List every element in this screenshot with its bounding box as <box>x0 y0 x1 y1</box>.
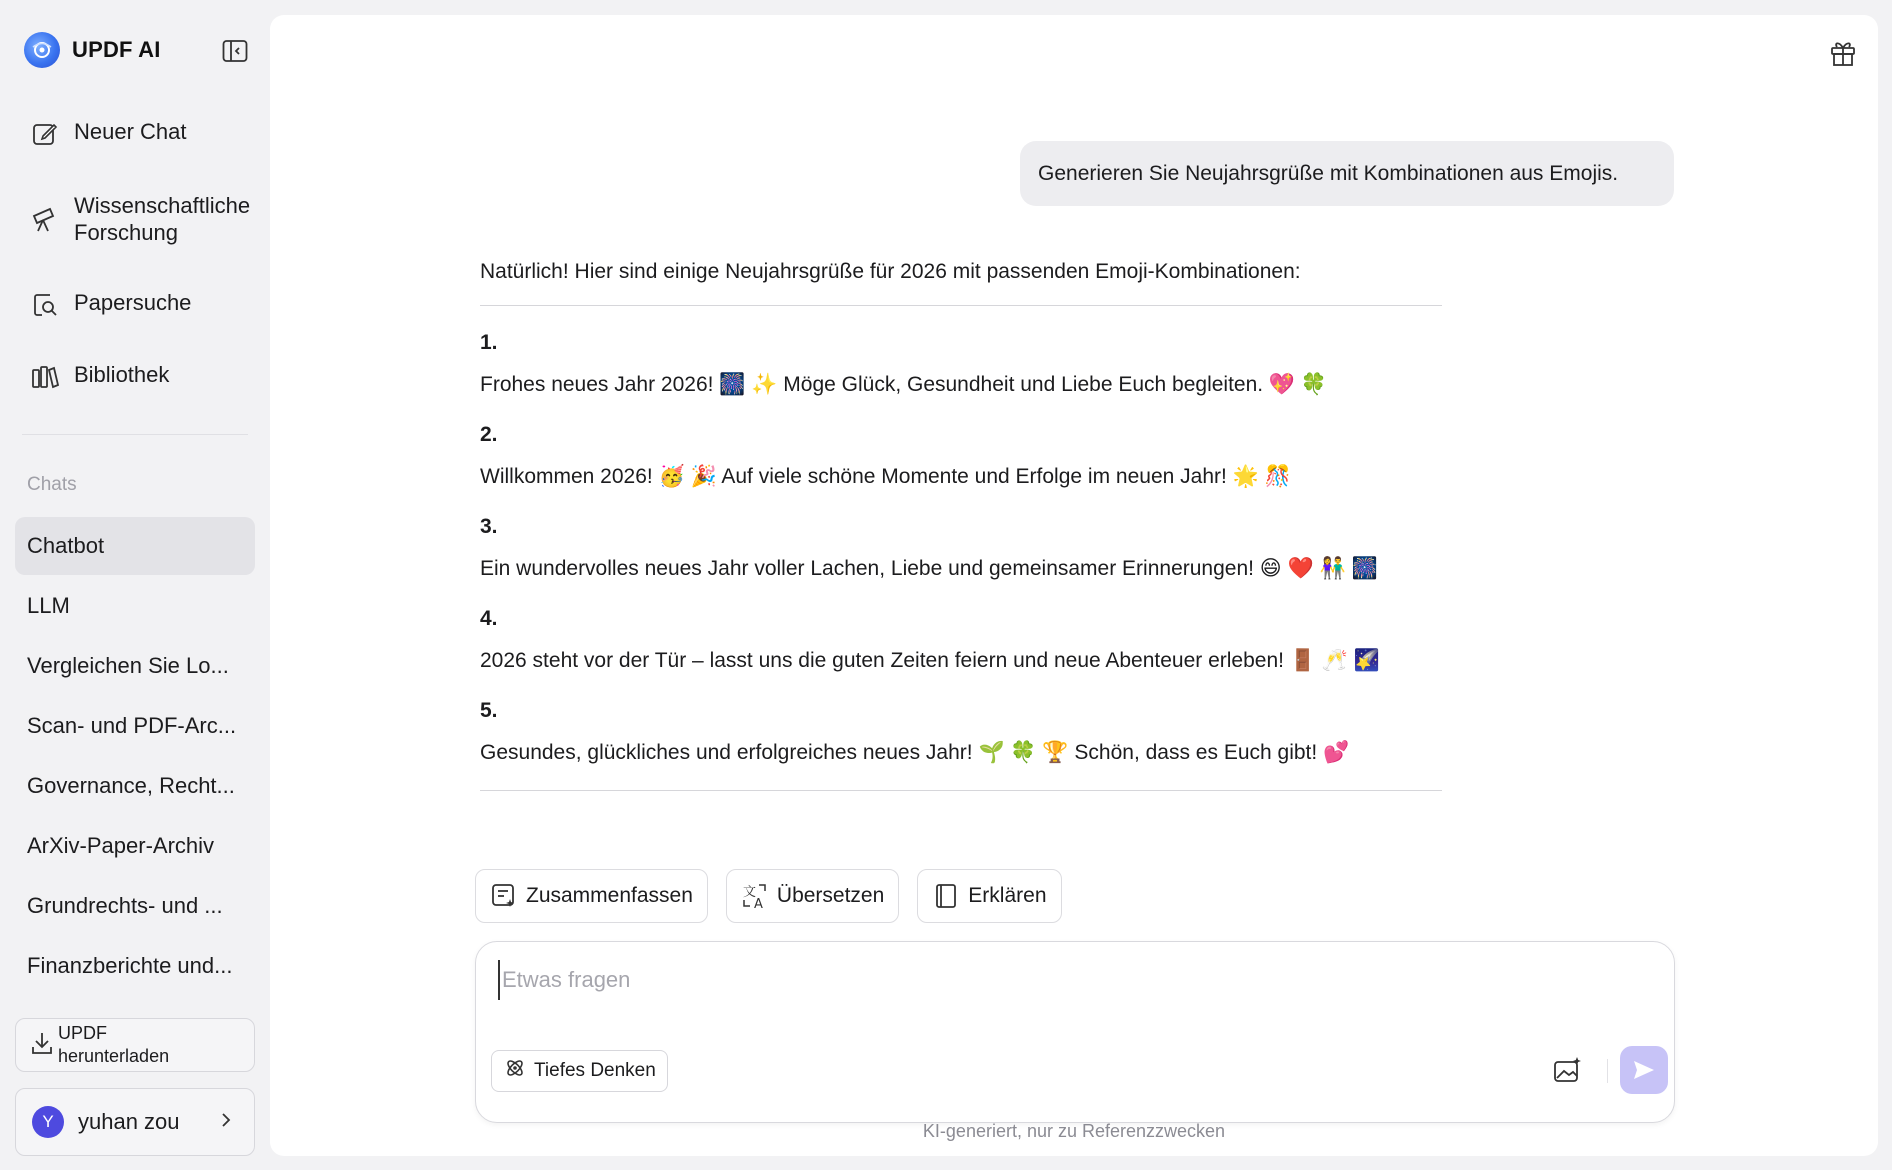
greeting-text: Willkommen 2026! 🥳 🎉 Auf viele schöne Momente und Erfolge im neuen Jahr! 🌟 🎊 <box>480 465 1291 488</box>
updf-logo-icon <box>24 32 60 68</box>
chats-heading: Chats <box>27 474 77 495</box>
greeting-number: 4. <box>480 607 498 630</box>
chevron-right-icon <box>220 1111 232 1134</box>
composer-separator <box>1607 1059 1608 1083</box>
collapse-sidebar-button[interactable] <box>221 38 249 64</box>
list-item <box>480 606 1442 674</box>
download-updf-button[interactable] <box>15 1018 255 1072</box>
chat-item[interactable]: Grundrechts- und ... <box>27 893 223 918</box>
user-account-button[interactable] <box>15 1088 255 1156</box>
edit-icon <box>30 119 60 149</box>
deep-thinking-toggle[interactable] <box>491 1050 668 1092</box>
nav-label: Papersuche <box>74 290 192 315</box>
composer <box>475 941 1675 1123</box>
list-item <box>480 330 1442 398</box>
translate-icon <box>741 882 769 910</box>
disclaimer: KI-generiert, nur zu Referenzzwecken <box>922 1121 1226 1141</box>
list-item <box>480 698 1442 766</box>
action-label: Zusammenfassen <box>526 884 693 907</box>
download-label: UPDF herunterladen <box>58 1023 170 1066</box>
user-message-text: Generieren Sie Neujahrsgrüße mit Kombinationen aus Emojis. <box>1038 161 1619 185</box>
upload-image-button[interactable] <box>1550 1052 1586 1088</box>
svg-text:文: 文 <box>742 885 756 900</box>
reply-intro: Natürlich! Hier sind einige Neujahrsgrüße für 2026 mit passenden Emoji-Kombinationen: <box>480 260 1301 283</box>
user-name: yuhan zou <box>78 1109 180 1134</box>
book-icon <box>932 882 960 910</box>
nav-library[interactable] <box>30 361 169 392</box>
search-doc-icon <box>30 290 60 320</box>
user-message-bubble <box>1020 141 1674 206</box>
explain-button[interactable] <box>917 869 1061 923</box>
atom-icon <box>504 1057 526 1085</box>
library-icon <box>30 362 60 392</box>
chat-item[interactable]: Vergleichen Sie Lo... <box>27 653 229 678</box>
quick-actions <box>475 869 1062 923</box>
action-label: Erklären <box>968 884 1047 907</box>
download-icon <box>30 1029 54 1062</box>
telescope-icon <box>30 204 60 234</box>
greeting-number: 3. <box>480 515 498 538</box>
sidebar-toggle-icon <box>222 39 248 63</box>
nav-label: Neuer Chat <box>74 119 187 144</box>
nav-scientific-research[interactable] <box>30 192 254 246</box>
sidebar-divider <box>22 434 248 435</box>
chat-item[interactable]: Finanzberichte und... <box>27 953 233 978</box>
greeting-number: 1. <box>480 331 498 354</box>
list-item <box>480 514 1442 582</box>
nav-paper-search[interactable] <box>30 289 191 320</box>
assistant-reply <box>480 259 1442 791</box>
nav-new-chat[interactable] <box>30 118 187 149</box>
summarize-icon <box>490 882 518 910</box>
nav-label: Bibliothek <box>74 362 170 387</box>
translate-button[interactable] <box>726 869 899 923</box>
greeting-text: Ein wundervolles neues Jahr voller Lachen, Liebe und gemeinsamer Erinnerungen! 😄 ❤️ 👫 🎆 <box>480 557 1378 580</box>
sidebar <box>0 0 270 1170</box>
list-item <box>480 422 1442 490</box>
deep-thinking-label: Tiefes Denken <box>534 1060 656 1081</box>
svg-text:A: A <box>753 897 763 910</box>
reply-divider <box>480 790 1442 791</box>
greeting-text: 2026 steht vor der Tür – lasst uns die guten Zeiten feiern und neue Abenteuer erleben! 🚪 🥂 🌠 <box>480 649 1380 672</box>
brand[interactable] <box>24 32 161 68</box>
avatar: Y <box>32 1106 64 1138</box>
greeting-number: 5. <box>480 699 498 722</box>
chat-item-chatbot[interactable]: Chatbot <box>15 517 255 575</box>
chat-panel <box>270 15 1878 1156</box>
nav-label: Wissenschaftliche Forschung <box>74 193 251 245</box>
ask-input[interactable] <box>498 960 1648 1000</box>
gift-button[interactable] <box>1826 35 1860 69</box>
send-button[interactable] <box>1620 1046 1668 1094</box>
chat-item[interactable]: LLM <box>27 593 70 618</box>
gift-icon <box>1829 37 1857 67</box>
summarize-button[interactable] <box>475 869 708 923</box>
greeting-number: 2. <box>480 423 498 446</box>
chat-item[interactable]: Scan- und PDF-Arc... <box>27 713 237 738</box>
greeting-text: Gesundes, glückliches und erfolgreiches neues Jahr! 🌱 🍀 🏆 Schön, dass es Euch gibt! 💕 <box>480 741 1350 764</box>
greeting-text: Frohes neues Jahr 2026! 🎆 ✨ Möge Glück, Gesundheit und Liebe Euch begleiten. 💖 🍀 <box>480 373 1328 396</box>
app-name: UPDF AI <box>72 37 161 62</box>
reply-divider <box>480 305 1442 306</box>
action-label: Übersetzen <box>776 884 885 907</box>
image-sparkle-icon <box>1553 1056 1583 1084</box>
chat-item[interactable]: ArXiv-Paper-Archiv <box>27 833 215 858</box>
send-icon <box>1632 1059 1656 1081</box>
chat-item[interactable]: Governance, Recht... <box>27 773 235 798</box>
